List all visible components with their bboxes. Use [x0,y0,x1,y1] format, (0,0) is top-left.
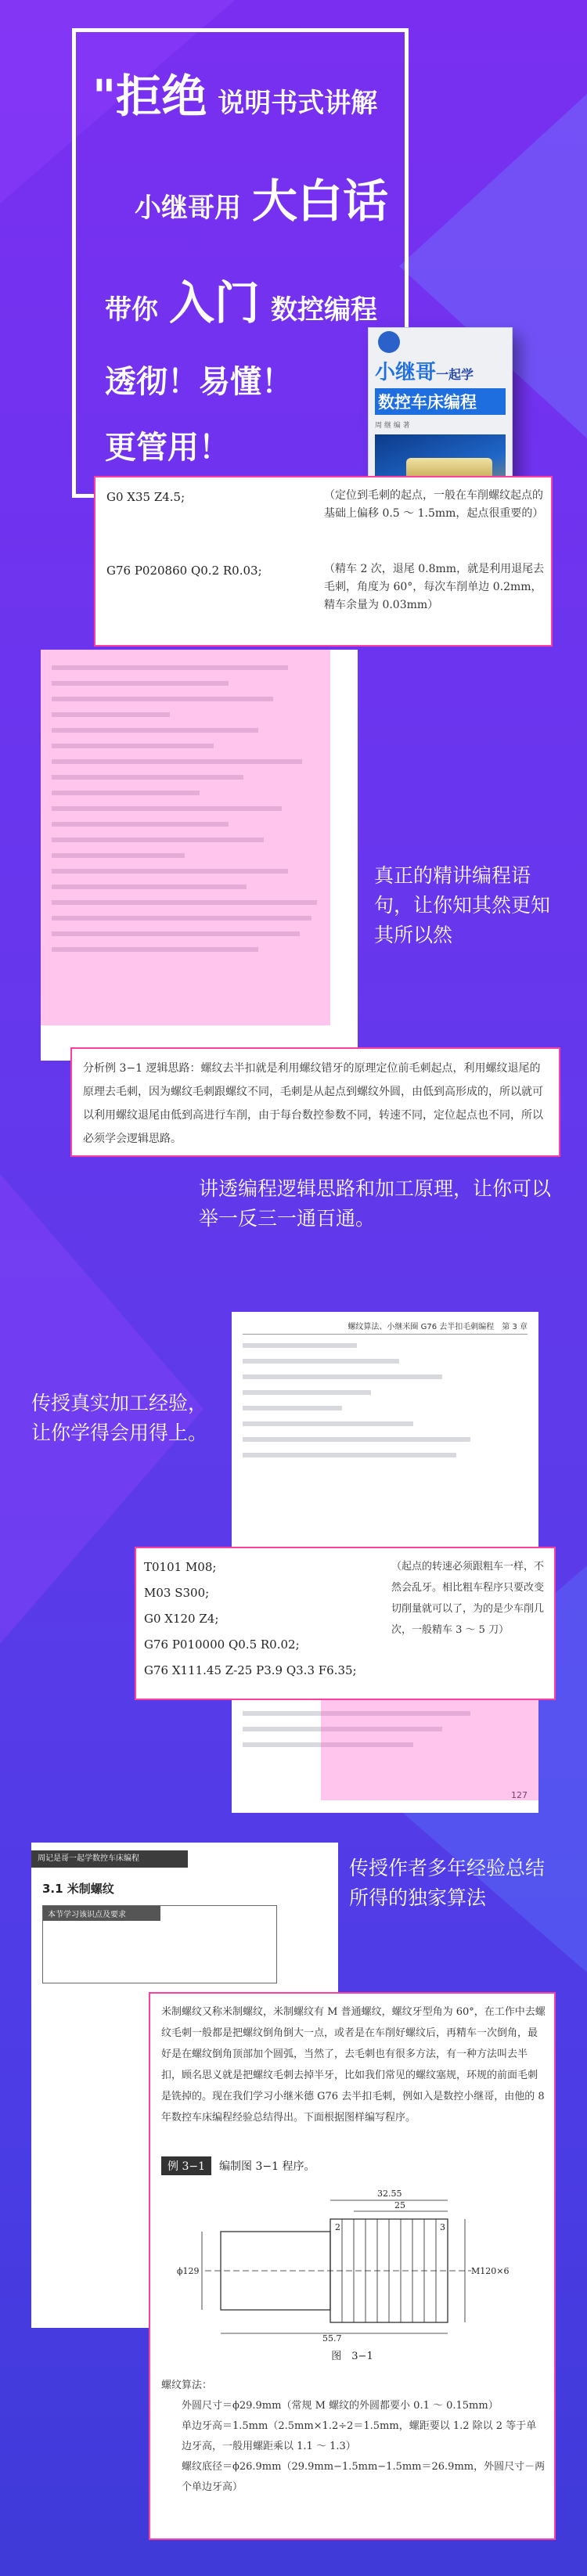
hero-line-1 [92,59,377,125]
hero-line-3 [105,266,377,332]
code-highlight-box-1 [94,476,553,647]
hero-line1-big: "拒绝 [92,70,207,123]
book-top [375,334,506,350]
algo-line-3: 螺纹底径＝ϕ26.9mm（29.9mm−1.5mm−1.5mm＝26.9mm，外圆尺寸－两个单边牙高） [182,2461,546,2493]
dim-right: M120×6 [471,2266,510,2276]
analysis-box [70,1047,560,1157]
code-line: G76 P010000 Q0.5 R0.02; [144,1637,300,1652]
code-line: G0 X120 Z4; [144,1612,219,1626]
dim-top: 32.55 [377,2189,402,2199]
example-header [161,2156,315,2175]
caption-3: 传授真实加工经验，让你学得会用得上。 [31,1392,208,1444]
dim-bottom: 55.7 [322,2333,342,2341]
hero-line-2 [135,164,388,230]
hero-line2-big: 大白话 [252,175,389,228]
doc-page-2-header-text: 螺纹算法、小继米圈 G76 去半扣毛刺编程 [348,1323,495,1331]
doc-page-3-section-title: 3.1 米制螺纹 [42,1882,114,1896]
hero-line3-big: 入门 [169,276,261,330]
example-title: 编制图 3−1 程序。 [219,2160,315,2173]
hero-line2-small: 小继哥用 [135,193,241,224]
analysis-text: 分析例 3−1 逻辑思路：螺纹去半扣就是利用螺纹错牙的原理定位前毛刺起点，利用螺纹退尾的原理去毛刺，因为螺纹毛刺跟螺纹不同，毛刺是从起点到螺纹外圆，由低到高形成的，所以就可以利用螺纹退尾由低到高进行车削，由于每台数控参数不同，转速不同，定位起点也不同，所以必须学会逻辑思路。 [83,1062,543,1145]
hero-line1-small: 说明书式讲解 [218,88,378,119]
algo-title: 螺纹算法： [161,2380,213,2391]
caption-2: 讲透编程逻辑思路和加工原理，让你可以举一反三一通百通。 [199,1177,552,1230]
hero-line-4: 透彻！易懂！ [105,364,293,400]
doc-page-3-header: 周记是哥一起学数控车床编程 [31,1850,188,1868]
code-line: G76 X111.45 Z-25 P3.9 Q3.3 F6.35; [144,1663,357,1677]
code-block-2 [144,1555,357,1684]
code-line: T0101 M08; [144,1560,217,1574]
book-author: 周 继 编 著 [375,422,410,430]
book-title-line2: 数控车床编程 [375,388,506,415]
code-comment-1: （定位到毛刺的起点，一般在车削螺纹起点的基础上偏移 0.5 ～ 1.5mm，起点很重要的） [324,489,544,520]
code-line-1: G0 X35 Z4.5; [106,490,185,504]
example-box [149,1992,556,2540]
code-line: M03 S300; [144,1586,210,1600]
dim-top2: 25 [394,2200,405,2210]
book-title-main [375,356,506,385]
doc-page-3-box-title: 本节学习该识点及要求 [43,1906,160,1921]
hero-line3-tail: 数控编程 [271,294,378,326]
caption-4: 传授作者多年经验总结所得的独家算法 [349,1857,546,1909]
caption-1: 真正的精讲编程语句，让你知其然更知其所以然 [374,864,551,946]
code-comment-2: （精车 2 次，退尾 0.8mm，就是利用退尾去毛刺，角度为 60°，每次车削单边 0.2mm，精车余量为 0.03mm） [324,563,545,611]
dim-small-1: 2 [335,2222,340,2232]
doc-page-2-number: 127 [511,1790,528,1800]
doc-page-2-lines [243,1343,528,1468]
doc-page-2-chapter: 第 3 章 [502,1323,528,1331]
doc-page-3-knowledge-box [42,1905,277,1983]
code-line-2: G76 P020860 Q0.2 R0.03; [106,564,262,578]
book-logo-icon [378,331,400,353]
book-title-sub: 一起学 [436,367,474,382]
algo-line-1: 外圆尺寸＝ϕ29.9mm（常规 M 螺纹的外圆都要小 0.1 ～ 0.15mm） [182,2400,499,2412]
dim-left: ϕ129 [177,2266,200,2276]
dim-small-2: 3 [440,2222,445,2232]
thread-drawing [174,2185,534,2341]
book-title-main-text: 小继哥 [375,361,437,384]
hero-line-5: 更管用！ [105,430,230,466]
doc-page-1-highlight [41,650,330,1025]
hero-line3-small: 带你 [105,294,158,326]
algorithm-section [161,2376,546,2498]
code-comment-3: （起点的转速必须跟粗车一样，不然会乱牙。相比粗车程序只要改变切削量就可以了，为的是少车削几次，一般精车 3 ～ 5 刀） [391,1561,545,1636]
code-highlight-box-2 [135,1547,556,1700]
doc-page-2-header [243,1320,528,1335]
algo-line-2: 单边牙高＝1.5mm（2.5mm×1.2÷2＝1.5mm，螺距要以 1.2 除以 2 等于单边牙高，一般用螺距乘以 1.1 ～ 1.3） [182,2420,537,2452]
figure-caption: 图 3−1 [331,2351,373,2362]
example-tag: 例 3−1 [161,2156,211,2175]
section3-intro: 米制螺纹又称米制螺纹，米制螺纹有 M 普通螺纹，螺纹牙型角为 60°，在工作中去螺纹毛刺一般都是把螺纹倒角倒大一点，或者是在车削好螺纹后，再精车一次倒角，最好是在螺纹倒角顶部加个圆弧，当然了，去毛刺也有很多方法，有一种方法叫去半扣，顾名思义就是把螺纹毛刺去掉半牙，比如我们常见的螺纹塞规，环规的前面毛刺是铣掉的。现在我们学习小继米德 G76 去半扣毛刺，例如入是数控小继哥，由他的 8 年数控车床编程经验总结得出。下面根据图样编写程序。 [161,2006,546,2124]
